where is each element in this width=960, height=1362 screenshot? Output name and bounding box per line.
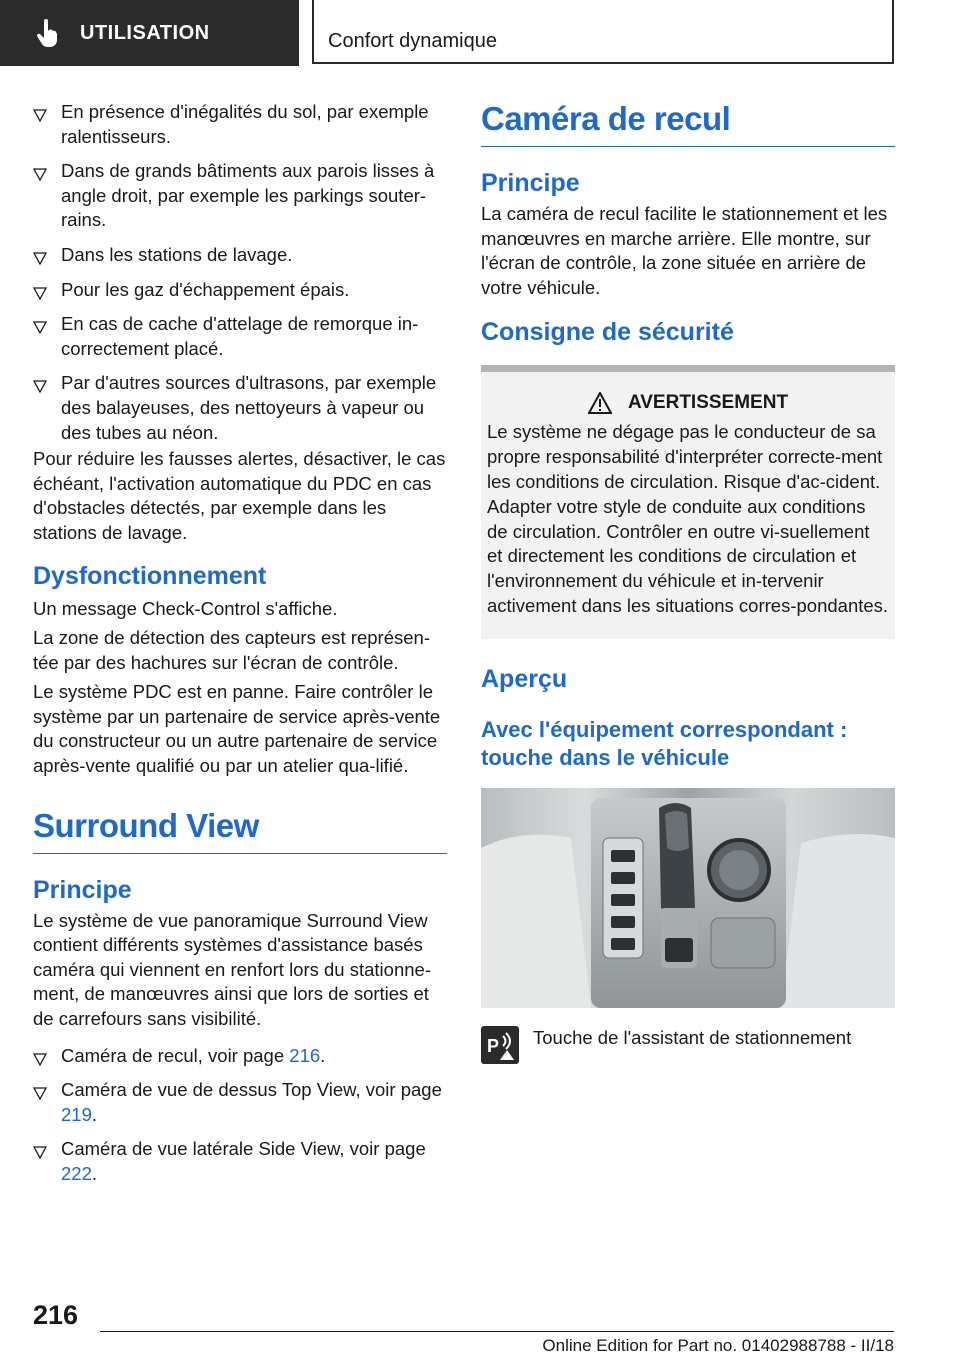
rear-camera-heading: Caméra de recul [481, 100, 895, 147]
chapter-title: Confort dynamique [328, 30, 497, 52]
button-caption-text: Touche de l'assistant de stationnement [533, 1026, 852, 1048]
warning-title: AVERTISSEMENT [487, 392, 889, 414]
hand-pointer-icon [36, 18, 66, 48]
triangle-bullet-icon [33, 1141, 47, 1155]
page-header [0, 0, 960, 66]
list-item: Pour les gaz d'échappement épais. [33, 278, 447, 303]
equipment-heading: Avec l'équipement correspondant : touche dans le véhicule [481, 716, 848, 770]
list-item: Caméra de vue latérale Side View, voir page 222. [33, 1137, 447, 1186]
malfunction-heading: Dysfonctionnement [33, 561, 267, 590]
malfunction-paragraph-3: Le système PDC est en panne. Faire contrôler le système par un partenaire de service après-vente du constructeur ou un autre partenaire de service après-vente qualifié ou par un atelier qua-lifié. [33, 681, 441, 777]
button-caption [481, 1026, 895, 1064]
list-item: En cas de cache d'attelage de remorque in-correctement placé. [33, 312, 447, 361]
overview-heading: Aperçu [481, 664, 568, 693]
chapter-box [312, 0, 894, 64]
list-item: Caméra de vue de dessus Top View, voir page 219. [33, 1078, 447, 1127]
bullet-list-limits [33, 100, 447, 445]
principle-paragraph: Le système de vue panoramique Surround View contient différents systèmes d'assistance basés caméra qui viennent en renfort lors du stationne-ment, de manœuvres ainsi que lors de sorties et de carrefours sans visibilité. [33, 909, 431, 1030]
park-assist-button-icon [481, 1026, 519, 1064]
page-link[interactable]: 216 [289, 1044, 321, 1066]
false-alerts-paragraph: Pour réduire les fausses alertes, désactiver, le cas échéant, l'activation automatique du PDC en cas d'obstacles détectés, par exemple dans les stations de lavage. [33, 448, 446, 543]
svg-text:P: P [487, 1035, 500, 1056]
warning-box [481, 365, 895, 638]
malfunction-paragraph-1: Un message Check-Control s'affiche. [33, 597, 338, 619]
principle-paragraph: La caméra de recul facilite le stationnement et les manœuvres en marche arrière. Elle montre, sur l'écran de contrôle, la zone située en arrière de votre véhicule. [481, 203, 888, 298]
page-number: 216 [33, 1300, 79, 1330]
triangle-bullet-icon [33, 1048, 47, 1062]
page-link[interactable]: 219 [61, 1103, 92, 1125]
triangle-bullet-icon [33, 316, 47, 330]
triangle-bullet-icon [33, 1082, 47, 1096]
page-link[interactable]: 222 [61, 1163, 92, 1184]
section-tab [0, 0, 299, 66]
principle-heading: Principe [33, 875, 132, 904]
warning-triangle-icon [588, 392, 612, 414]
section-label: UTILISATION [80, 21, 210, 44]
malfunction-paragraph-2: La zone de détection des capteurs est représen-tée par des hachures sur l'écran de contrôle. [33, 627, 430, 673]
page-footer [0, 1290, 960, 1362]
triangle-bullet-icon [33, 282, 47, 296]
surround-view-heading: Surround View [33, 807, 447, 854]
triangle-bullet-icon [33, 375, 47, 389]
list-item: Par d'autres sources d'ultrasons, par exemple des balayeuses, des nettoyeurs à vapeur ou des tubes au néon. [33, 371, 447, 445]
center-console-photo [481, 788, 895, 1008]
triangle-bullet-icon [33, 247, 47, 261]
list-item: Dans de grands bâtiments aux parois lisses à angle droit, par exemple les parkings souter-rains. [33, 159, 447, 233]
footer-rule [100, 1331, 894, 1332]
list-item: Dans les stations de lavage. [33, 243, 447, 268]
triangle-bullet-icon [33, 104, 47, 118]
warning-text: Le système ne dégage pas le conducteur de sa propre responsabilité d'interpréter correcte-ment les conditions de circulation. Risque d'ac-cident. Adapter votre style de conduite aux conditions de circulation. Contrôler en outre vi-suellement et directement les conditions de circulation et l'environnement du véhicule et in-tervenir activement dans les situations corres-pondantes. [487, 421, 889, 616]
bullet-list-links [33, 1044, 447, 1187]
principle-heading: Principe [481, 169, 580, 197]
safety-heading: Consigne de sécurité [481, 318, 734, 347]
right-column [481, 100, 895, 1064]
list-item: En présence d'inégalités du sol, par exemple ralentisseurs. [33, 100, 447, 149]
edition-text: Online Edition for Part no. 01402988788 - II/18 [542, 1336, 894, 1355]
left-column [33, 100, 447, 1197]
triangle-bullet-icon [33, 163, 47, 177]
list-item: Caméra de recul, voir page 216. [33, 1044, 447, 1069]
